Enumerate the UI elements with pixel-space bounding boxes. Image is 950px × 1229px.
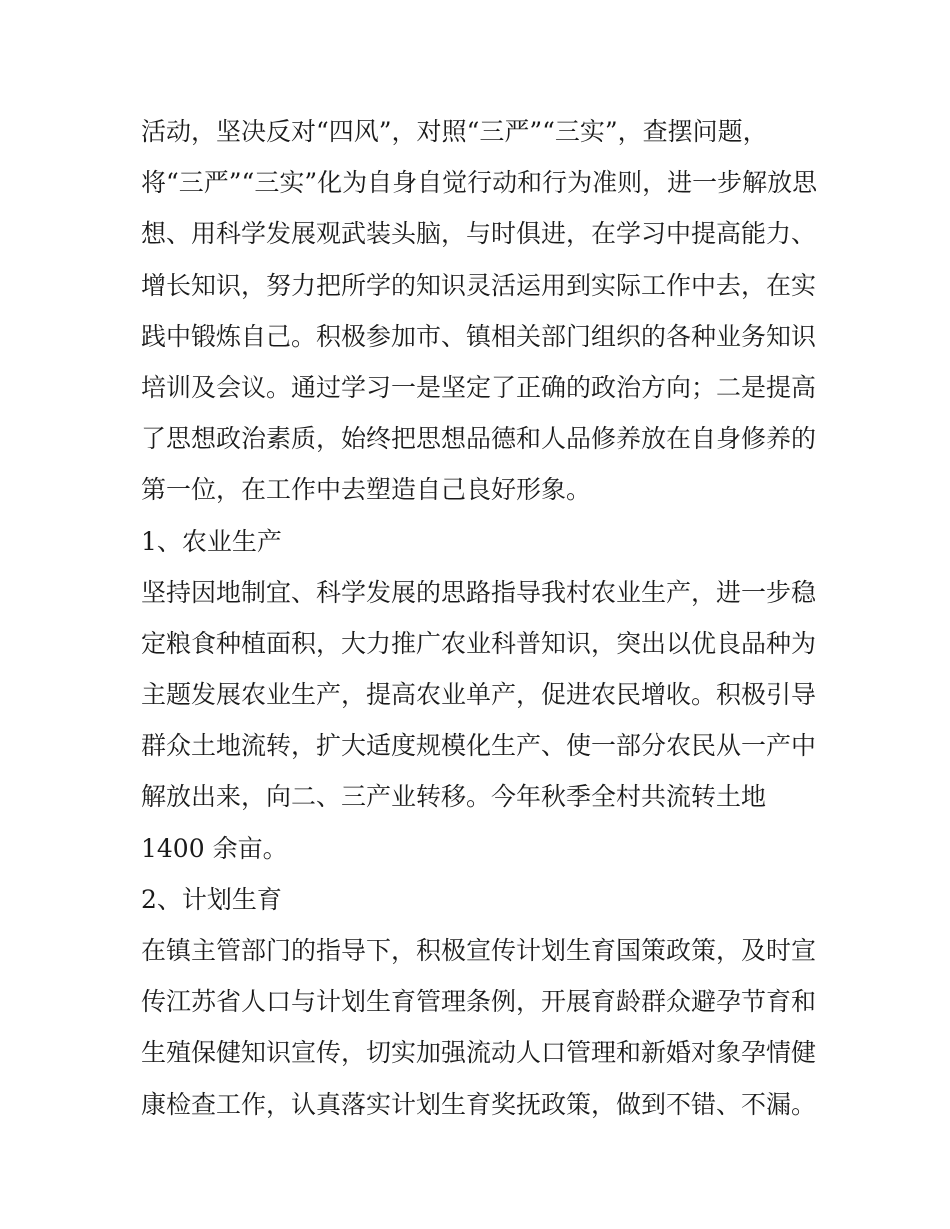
body-text <box>141 106 821 1130</box>
text-line: 想、用科学发展观武装头脑，与时俱进，在学习中提高能力、 <box>141 219 817 249</box>
text-line: 解放出来，向二、三产业转移。今年秋季全村共流转土地 <box>141 782 767 812</box>
text-line: 定粮食种植面积，大力推广农业科普知识，突出以优良品种为 <box>141 628 817 658</box>
text-line: 群众土地流转，扩大适度规模化生产、使一部分农民从一产中 <box>141 731 817 761</box>
text-line: 康检查工作，认真落实计划生育奖抚政策，做到不错、不漏。 <box>141 1089 817 1119</box>
text-line: 传江苏省人口与计划生育管理条例，开展育龄群众避孕节育和 <box>141 987 817 1017</box>
text-line: 践中锻炼自己。积极参加市、镇相关部门组织的各种业务知识 <box>141 321 817 351</box>
text-line: 增长知识，努力把所学的知识灵活运用到实际工作中去，在实 <box>141 270 817 300</box>
text-line: 活动，坚决反对“四风”，对照“三严”“三实”，查摆问题， <box>141 117 768 146</box>
text-line: 了思想政治素质，始终把思想品德和人品修养放在自身修养的 <box>141 424 817 454</box>
text-line: 生殖保健知识宣传，切实加强流动人口管理和新婚对象孕情健 <box>141 1038 817 1068</box>
text-line: 培训及会议。通过学习一是坚定了正确的政治方向；二是提高 <box>141 372 817 402</box>
text-line: 第一位，在工作中去塑造自己良好形象。 <box>141 475 592 505</box>
text-line: 坚持因地制宜、科学发展的思路指导我村农业生产，进一步稳 <box>141 577 817 607</box>
text-line: 将“三严”“三实”化为自身自觉行动和行为准则，进一步解放思 <box>141 168 818 198</box>
text-line: 在镇主管部门的指导下，积极宣传计划生育国策政策，及时宣 <box>141 936 817 965</box>
text-line: 主题发展农业生产，提高农业单产，促进农民增收。积极引导 <box>141 680 817 710</box>
section-heading-family-planning: 2、计划生育 <box>141 884 282 914</box>
text-line: 1400 余亩。 <box>141 833 288 863</box>
section-heading-agriculture: 1、农业生产 <box>141 526 282 556</box>
